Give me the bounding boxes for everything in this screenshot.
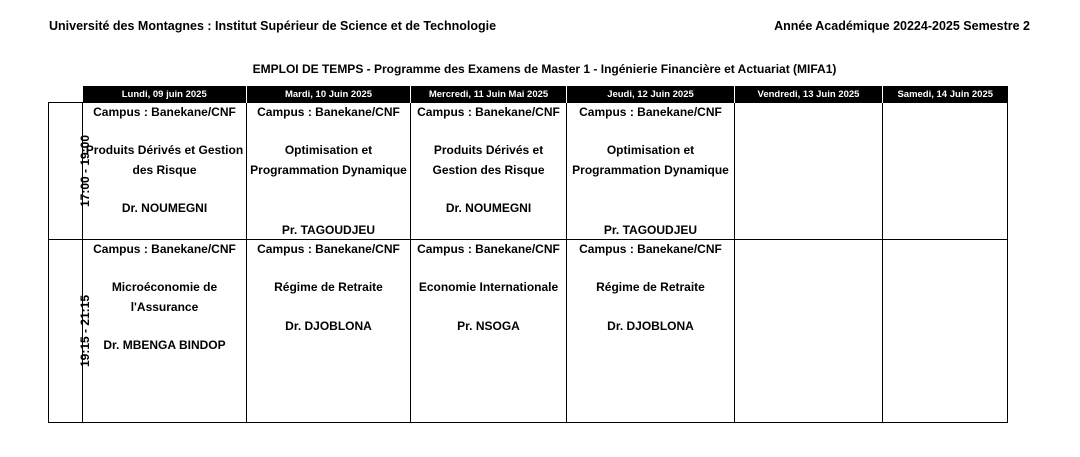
campus-label: Campus : Banekane/CNF <box>257 242 400 256</box>
professor-name: Dr. DJOBLONA <box>285 318 372 333</box>
exam-cell <box>567 103 735 240</box>
day-header: Vendredi, 13 Juin 2025 <box>735 86 883 103</box>
course-name: Régime de Retraite <box>274 280 383 294</box>
professor-name: Pr. TAGOUDJEU <box>281 223 376 237</box>
day-header: Lundi, 09 juin 2025 <box>83 86 247 103</box>
course-name: Optimisation et Programmation Dynamique <box>250 143 407 177</box>
timeslot-label: 17:00 - 19:00 <box>78 134 93 208</box>
day-header: Jeudi, 12 Juin 2025 <box>567 86 735 103</box>
campus-label: Campus : Banekane/CNF <box>257 105 400 119</box>
day-header: Samedi, 14 Juin 2025 <box>883 86 1008 103</box>
document-title: EMPLOI DE TEMPS - Programme des Examens de Master 1 - Ingénierie Financière et Actuariat (MIFA1) <box>252 62 837 76</box>
empty-cell <box>883 240 1008 423</box>
exam-cell <box>411 103 567 240</box>
timeslot-row <box>49 103 1008 240</box>
exam-cell <box>83 240 247 423</box>
day-header: Mercredi, 11 Juin Mai 2025 <box>411 86 567 103</box>
empty-cell <box>883 103 1008 240</box>
course-name: Optimisation et Programmation Dynamique <box>572 143 729 177</box>
campus-label: Campus : Banekane/CNF <box>417 242 560 256</box>
day-header: Mardi, 10 Juin 2025 <box>247 86 411 103</box>
day-header-row <box>49 86 1008 103</box>
professor-name: Dr. MBENGA BINDOP <box>103 338 226 352</box>
exam-cell <box>247 103 411 240</box>
professor-name: Pr. TAGOUDJEU <box>603 223 698 237</box>
exam-cell <box>247 240 411 423</box>
professor-name: Dr. DJOBLONA <box>607 318 694 333</box>
course-name: Produits Dérivés et Gestion des Risque <box>85 143 244 177</box>
timeslot-label: 19:15 - 21:15 <box>78 294 93 368</box>
institution-name: Université des Montagnes : Institut Supérieur de Science et de Technologie <box>49 19 497 33</box>
professor-name: Pr. NSOGA <box>457 318 520 333</box>
course-name: Microéconomie de l'Assurance <box>111 280 218 314</box>
empty-cell <box>735 240 883 423</box>
course-name: Produits Dérivés et Gestion des Risque <box>432 143 545 177</box>
professor-name: Dr. NOUMEGNI <box>121 201 208 215</box>
empty-cell <box>735 103 883 240</box>
exam-cell <box>567 240 735 423</box>
campus-label: Campus : Banekane/CNF <box>579 242 722 256</box>
academic-year: Année Académique 20224-2025 Semestre 2 <box>774 19 1030 33</box>
timeslot-cell <box>49 240 93 423</box>
campus-label: Campus : Banekane/CNF <box>579 105 722 119</box>
exam-cell <box>83 103 247 240</box>
course-name: Economie Internationale <box>418 280 559 294</box>
exam-timetable <box>48 86 1008 423</box>
exam-cell <box>411 240 567 423</box>
campus-label: Campus : Banekane/CNF <box>93 105 236 119</box>
timeslot-row <box>49 240 1008 423</box>
professor-name: Dr. NOUMEGNI <box>445 201 532 215</box>
campus-label: Campus : Banekane/CNF <box>93 242 236 256</box>
campus-label: Campus : Banekane/CNF <box>417 105 560 119</box>
course-name: Régime de Retraite <box>596 280 705 294</box>
timeslot-cell <box>49 103 93 240</box>
corner-cell <box>49 86 83 103</box>
